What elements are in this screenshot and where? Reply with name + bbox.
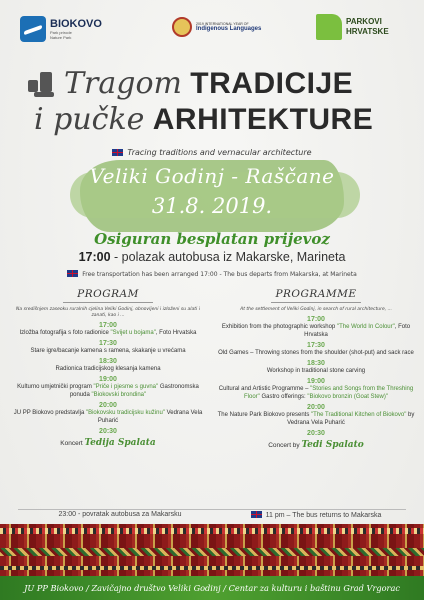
program-hr — [10, 288, 206, 448]
program-item-highlight: Tedi Spalato — [301, 440, 364, 450]
program-item — [214, 378, 418, 401]
program-item — [10, 402, 206, 425]
uk-flag-icon — [67, 270, 78, 277]
program-item-desc — [214, 323, 418, 339]
program-hr-heading: PROGRAM — [10, 288, 206, 303]
program-item-text: Radionica tradicijskog klesanja kamena — [55, 366, 161, 372]
program-item-desc — [10, 347, 206, 355]
embroidery-stripe — [0, 528, 424, 534]
program-item-text: Workshop in traditional stone carving — [266, 368, 366, 374]
subtitle-en — [0, 148, 424, 157]
program-item-text: The Nature Park Biokovo presents — [217, 412, 312, 418]
program-item-text2: , Foto Hrvatska — [304, 324, 411, 338]
transport-en — [0, 270, 424, 278]
program-item-highlight: Tedija Spalata — [84, 438, 156, 448]
program-item-time: 18:30 — [99, 358, 117, 365]
transport-en-text: Free transportation has been arranged 17:00 - The bus departs from Makarska, at Marineta — [82, 271, 357, 278]
program-item-desc — [10, 409, 206, 425]
program-item-time: 19:00 — [307, 378, 325, 385]
program-item-desc — [10, 329, 206, 337]
footer: JU PP Biokovo / Zavičajno društvo Veliki Godinj / Centar za kulturu i baštinu Grad Vrgorac — [0, 576, 424, 600]
title-line-2-thin: i pučke — [34, 102, 145, 137]
program-item-desc — [214, 411, 418, 427]
program-item-highlight2: "Biokovo bronzin (Goat Stew)" — [307, 394, 389, 400]
departure-line — [0, 250, 424, 264]
program-item — [214, 360, 418, 375]
program-item-text2: Gastronomska ponuda — [69, 384, 199, 398]
program-item-text2: Gastro offerings: — [259, 394, 308, 400]
departure-time: 17:00 — [78, 250, 111, 264]
iyil-logo — [172, 17, 261, 37]
title-line-2 — [34, 102, 373, 137]
title-line-1 — [64, 66, 353, 101]
return-hr: 23:00 - povratak autobusa za Makarsku — [58, 511, 182, 518]
program-item-time: 17:00 — [99, 322, 117, 329]
program-item-text2: by Vedrana Vela Puharić — [287, 412, 415, 426]
embroidery-stripe — [0, 548, 424, 556]
program-item-highlight: "Priče i pjesme s guvna" — [93, 384, 159, 390]
program-item — [214, 404, 418, 427]
program-item-desc — [214, 440, 418, 450]
program-item-text2: , Foto Hrvatska — [155, 330, 197, 336]
program-item-text: Old Games – Throwing stones from the shoulder (shot-put) and sack race — [218, 350, 414, 356]
return-en — [226, 511, 406, 519]
title-line-1-thin: Tragom — [64, 66, 182, 101]
biokovo-logo — [20, 16, 102, 42]
program-item-desc — [214, 349, 418, 357]
embroidery-stripe — [0, 566, 424, 570]
iyil-logo-icon — [172, 17, 192, 37]
title-line-2-bold: ARHITEKTURE — [152, 103, 374, 136]
iyil-line2: Indigenous Languages — [196, 26, 262, 32]
program-item-text: JU PP Biokovo predstavlja — [13, 410, 86, 416]
program-item — [10, 358, 206, 373]
biokovo-sub: Park prirode Nature Park — [50, 30, 72, 40]
program-item-highlight: "The World In Colour" — [336, 324, 395, 330]
event-place: Veliki Godinj - Raščane — [89, 164, 335, 188]
program-item — [10, 376, 206, 399]
biokovo-logo-icon — [20, 16, 46, 42]
divider — [18, 509, 406, 510]
biokovo-name: BIOKOVO — [50, 18, 102, 30]
program-item — [10, 428, 206, 448]
program-item-highlight: "Svijet u bojama" — [110, 330, 156, 336]
uk-flag-icon — [112, 149, 123, 156]
program-item — [10, 322, 206, 337]
parkovi-line1: PARKOVI — [346, 17, 382, 26]
event-date: 31.8. 2019. — [151, 194, 273, 218]
program-item-text: Concert by — [268, 442, 302, 449]
program-item-time: 20:00 — [99, 402, 117, 409]
return-en-text: 11 pm – The bus returns to Makarska — [265, 512, 382, 519]
program-item-desc — [214, 385, 418, 401]
departure-text: - polazak autobusa iz Makarske, Marineta — [110, 250, 346, 264]
program-item-time: 20:00 — [307, 404, 325, 411]
program-item-time: 19:00 — [99, 376, 117, 383]
program-item-text: Kulturno umjetnički program — [17, 384, 94, 390]
title-line-1-bold: TRADICIJE — [190, 67, 354, 100]
program-item-desc — [10, 365, 206, 373]
program-item-desc — [10, 383, 206, 399]
program-item-time: 17:30 — [307, 342, 325, 349]
program-item-time: 18:30 — [307, 360, 325, 367]
program-item-desc — [214, 367, 418, 375]
program-en-heading: PROGRAMME — [214, 288, 418, 303]
free-transport: Osiguran besplatan prijevoz — [94, 230, 330, 248]
program-item-text: Stare igre/bacanje kamena s ramena, skakanje u vrećama — [30, 348, 186, 354]
parkovi-logo-icon — [316, 14, 342, 40]
program-item-time: 20:30 — [99, 428, 117, 435]
program-item-text: Exhibition from the photographic workshop — [221, 324, 337, 330]
program-item — [214, 316, 418, 339]
iyil-line1: 2019 INTERNATIONAL YEAR OF — [196, 22, 249, 26]
parkovi-logo — [316, 14, 389, 40]
program-item-highlight2: "Biokovski brondina" — [91, 392, 147, 398]
program-item-time: 17:00 — [307, 316, 325, 323]
uk-flag-icon — [251, 511, 262, 518]
program-hr-intro: Na središnjem zaseoku ruralnih cjelina Veliki Godinj, obnovljeni i izloženi su alati i zanati, kao i ... — [16, 307, 200, 318]
program-en — [214, 288, 418, 450]
program-item — [214, 342, 418, 357]
program-en-intro: At the settlement of Veliki Godinj, in search of rural architecture, ... — [240, 307, 392, 312]
parkovi-line2: HRVATSKE — [346, 27, 389, 36]
program-item-time: 17:30 — [99, 340, 117, 347]
program-item-text: Cultural and Artistic Programme – — [218, 386, 311, 392]
program-item-text: Koncert — [60, 440, 85, 447]
program-item-text2: Vedrana Vela Puharić — [97, 410, 203, 424]
program-item-desc — [10, 438, 206, 448]
program-item-highlight: "Stories and Songs from the Threshing Floor" — [243, 386, 414, 400]
program-item-text: Izložba fotografija s foto radionice — [19, 330, 111, 336]
program-item-highlight: "The Traditional Kitchen of Biokovo" — [311, 412, 407, 418]
subtitle-en-text: Tracing traditions and vernacular architecture — [127, 148, 312, 157]
program-item-highlight: "Biokovsku tradicijsku kužinu" — [85, 410, 165, 416]
houses-icon — [28, 70, 58, 98]
program-item — [214, 430, 418, 450]
program-item — [10, 340, 206, 355]
program-item-time: 20:30 — [307, 430, 325, 437]
